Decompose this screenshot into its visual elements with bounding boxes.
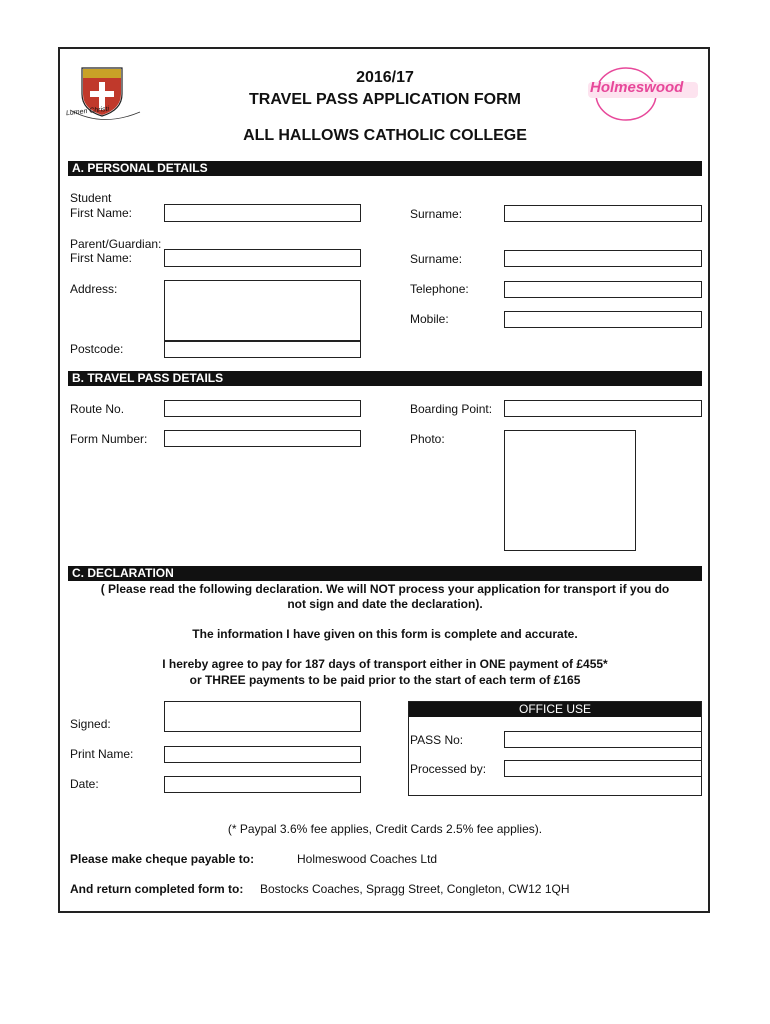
boarding-point-field[interactable] [504, 400, 702, 417]
signed-label: Signed: [70, 717, 111, 731]
declaration-statement: The information I have given on this form is complete and accurate. [192, 627, 578, 641]
section-c-heading: C. DECLARATION [68, 566, 702, 581]
declaration-note-line2: not sign and date the declaration). [287, 597, 483, 611]
print-name-label: Print Name: [70, 747, 134, 761]
signature-field[interactable] [164, 701, 361, 732]
postcode-label: Postcode: [70, 342, 124, 356]
processed-by-label: Processed by: [410, 762, 487, 776]
address-label: Address: [70, 282, 118, 296]
payment-agreement-line2: or THREE payments to be paid prior to the start of each term of £165 [189, 673, 581, 687]
student-first-name-field[interactable] [164, 204, 361, 222]
pass-no-field[interactable] [504, 731, 702, 748]
mobile-label: Mobile: [410, 312, 449, 326]
office-use-box [408, 701, 702, 796]
parent-first-name-field[interactable] [164, 249, 361, 267]
date-label: Date: [70, 777, 99, 791]
return-label: And return completed form to: [70, 882, 244, 896]
date-field[interactable] [164, 776, 361, 793]
photo-box[interactable] [504, 430, 636, 551]
student-surname-field[interactable] [504, 205, 702, 222]
college-name: ALL HALLOWS CATHOLIC COLLEGE [243, 127, 527, 144]
cheque-label: Please make cheque payable to: [70, 852, 255, 866]
student-first-name-label: First Name: [70, 206, 133, 220]
section-a-heading: A. PERSONAL DETAILS [68, 161, 702, 176]
pass-no-label: PASS No: [410, 733, 464, 747]
parent-surname-label: Surname: [410, 252, 463, 266]
form-number-label: Form Number: [70, 432, 148, 446]
parent-first-name-label: First Name: [70, 251, 133, 265]
address-field[interactable] [164, 280, 361, 341]
boarding-point-label: Boarding Point: [410, 402, 493, 416]
holmeswood-logo-text: Holmeswood [590, 79, 684, 96]
telephone-label: Telephone: [410, 282, 469, 296]
form-title: TRAVEL PASS APPLICATION FORM [248, 91, 521, 108]
telephone-field[interactable] [504, 281, 702, 298]
photo-label: Photo: [410, 432, 445, 446]
parent-surname-field[interactable] [504, 250, 702, 267]
student-label: Student [70, 191, 112, 205]
parent-label: Parent/Guardian: [70, 237, 162, 251]
payment-agreement-line1: I hereby agree to pay for 187 days of transport either in ONE payment of £455* [162, 657, 608, 671]
declaration-note-line1: ( Please read the following declaration. We will NOT process your application for transport if you do [100, 582, 670, 596]
mobile-field[interactable] [504, 311, 702, 328]
form-year: 2016/17 [356, 69, 414, 86]
student-surname-label: Surname: [410, 207, 463, 221]
processed-by-field[interactable] [504, 760, 702, 777]
section-b-heading: B. TRAVEL PASS DETAILS [68, 371, 702, 386]
route-field[interactable] [164, 400, 361, 417]
route-label: Route No. [70, 402, 125, 416]
cheque-payee: Holmeswood Coaches Ltd [297, 852, 438, 866]
office-use-heading: OFFICE USE [409, 702, 701, 717]
return-address: Bostocks Coaches, Spragg Street, Congleton, CW12 1QH [260, 882, 570, 896]
postcode-field[interactable] [164, 341, 361, 358]
print-name-field[interactable] [164, 746, 361, 763]
crest-motto: Lumen Christi [65, 105, 110, 118]
form-number-field[interactable] [164, 430, 361, 447]
fee-note: (* Paypal 3.6% fee applies, Credit Cards 2.5% fee applies). [227, 822, 543, 836]
